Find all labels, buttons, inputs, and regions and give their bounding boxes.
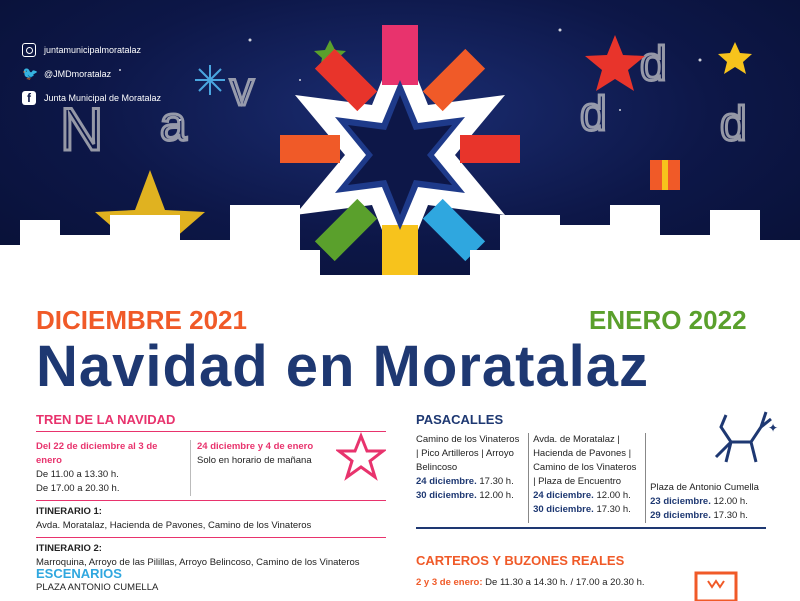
twitter-handle: @JMDmoratalaz xyxy=(44,69,112,79)
social-links xyxy=(22,38,161,110)
twitter-link[interactable] xyxy=(22,62,161,86)
svg-text:d: d xyxy=(720,98,747,151)
carteros-times: De 11.30 a 14.30 h. / 17.00 a 20.30 h. xyxy=(485,577,645,588)
route-1-time-1: 17.30 h. xyxy=(479,476,514,487)
facebook-link[interactable] xyxy=(22,86,161,110)
escenarios-place: PLAZA ANTONIO CUMELLA xyxy=(36,582,159,593)
route-2-date-2: 30 diciembre. xyxy=(533,504,594,515)
instagram-handle: juntamunicipalmoratalaz xyxy=(44,45,142,55)
route-1-time-2: 12.00 h. xyxy=(479,490,514,501)
escenarios-heading: ESCENARIOS xyxy=(36,566,122,581)
svg-text:a: a xyxy=(160,98,187,151)
pasacalles-route-3: Plaza de Antonio Cumella xyxy=(650,482,759,493)
route-2-time-2: 17.30 h. xyxy=(596,504,631,515)
carteros-heading: CARTEROS Y BUZONES REALES xyxy=(416,553,625,568)
tren-time-2: De 17.00 a 20.30 h. xyxy=(36,483,120,494)
tren-date-range: Del 22 de diciembre al 3 de enero xyxy=(36,441,158,466)
pasacalles-section xyxy=(416,412,779,529)
pasacalles-heading: PASACALLES xyxy=(416,412,504,427)
carteros-date: 2 y 3 de enero: xyxy=(416,577,483,588)
twitter-icon: 🐦 xyxy=(22,66,39,81)
date-end: ENERO 2022 xyxy=(589,305,747,335)
mailbox-icon xyxy=(694,571,738,601)
city-skyline xyxy=(0,195,800,275)
svg-text:✦: ✦ xyxy=(768,421,779,435)
route-2-date-1: 24 diciembre. xyxy=(533,490,594,501)
svg-text:N: N xyxy=(60,96,104,163)
tren-heading: TREN DE LA NAVIDAD xyxy=(36,412,176,427)
facebook-handle: Junta Municipal de Moratalaz xyxy=(44,93,162,103)
itinerary-1-label: ITINERARIO 1: xyxy=(36,506,102,517)
instagram-icon xyxy=(22,43,36,57)
facebook-icon: f xyxy=(22,91,36,105)
tren-section xyxy=(36,412,386,570)
svg-text:d: d xyxy=(640,38,667,91)
reindeer-icon xyxy=(706,407,786,467)
divider xyxy=(36,537,386,538)
tren-special-date: 24 diciembre y 4 de enero xyxy=(197,441,314,452)
divider xyxy=(36,500,386,501)
escenarios-section xyxy=(36,566,158,595)
tren-special-note: Solo en horario de mañana xyxy=(197,455,312,466)
page-title: Navidad en Moratalaz xyxy=(36,334,650,399)
route-3-time-2: 17.30 h. xyxy=(713,510,748,521)
pink-star-icon xyxy=(336,432,386,482)
pasacalles-route-1: Camino de los Vinateros | Pico Artilleros | Arroyo Belincoso xyxy=(416,434,520,473)
svg-text:v: v xyxy=(230,63,254,116)
route-1-date-1: 24 diciembre. xyxy=(416,476,477,487)
instagram-link[interactable] xyxy=(22,38,161,62)
date-start: DICIEMBRE 2021 xyxy=(36,305,247,335)
itinerary-2-text: Marroquina, Arroyo de las Pilillas, Arroyo Belincoso, Camino de los Vinateros xyxy=(36,557,360,568)
hero-banner xyxy=(0,0,800,275)
snowflake-icon xyxy=(195,65,225,95)
pasacalles-route-2: Avda. de Moratalaz | Hacienda de Pavones | Camino de los Vinateros | Plaza de Encuentro xyxy=(533,434,637,487)
carteros-section xyxy=(416,553,776,590)
route-3-date-2: 29 diciembre. xyxy=(650,510,711,521)
route-3-time-1: 12.00 h. xyxy=(713,496,748,507)
tren-time-1: De 11.00 a 13.30 h. xyxy=(36,469,119,480)
divider xyxy=(36,431,386,432)
divider xyxy=(416,527,766,529)
route-2-time-1: 12.00 h. xyxy=(596,490,631,501)
route-1-date-2: 30 diciembre. xyxy=(416,490,477,501)
svg-text:d: d xyxy=(580,88,607,141)
route-3-date-1: 23 diciembre. xyxy=(650,496,711,507)
itinerary-2-label: ITINERARIO 2: xyxy=(36,543,102,554)
itinerary-1-text: Avda. Moratalaz, Hacienda de Pavones, Camino de los Vinateros xyxy=(36,520,312,531)
